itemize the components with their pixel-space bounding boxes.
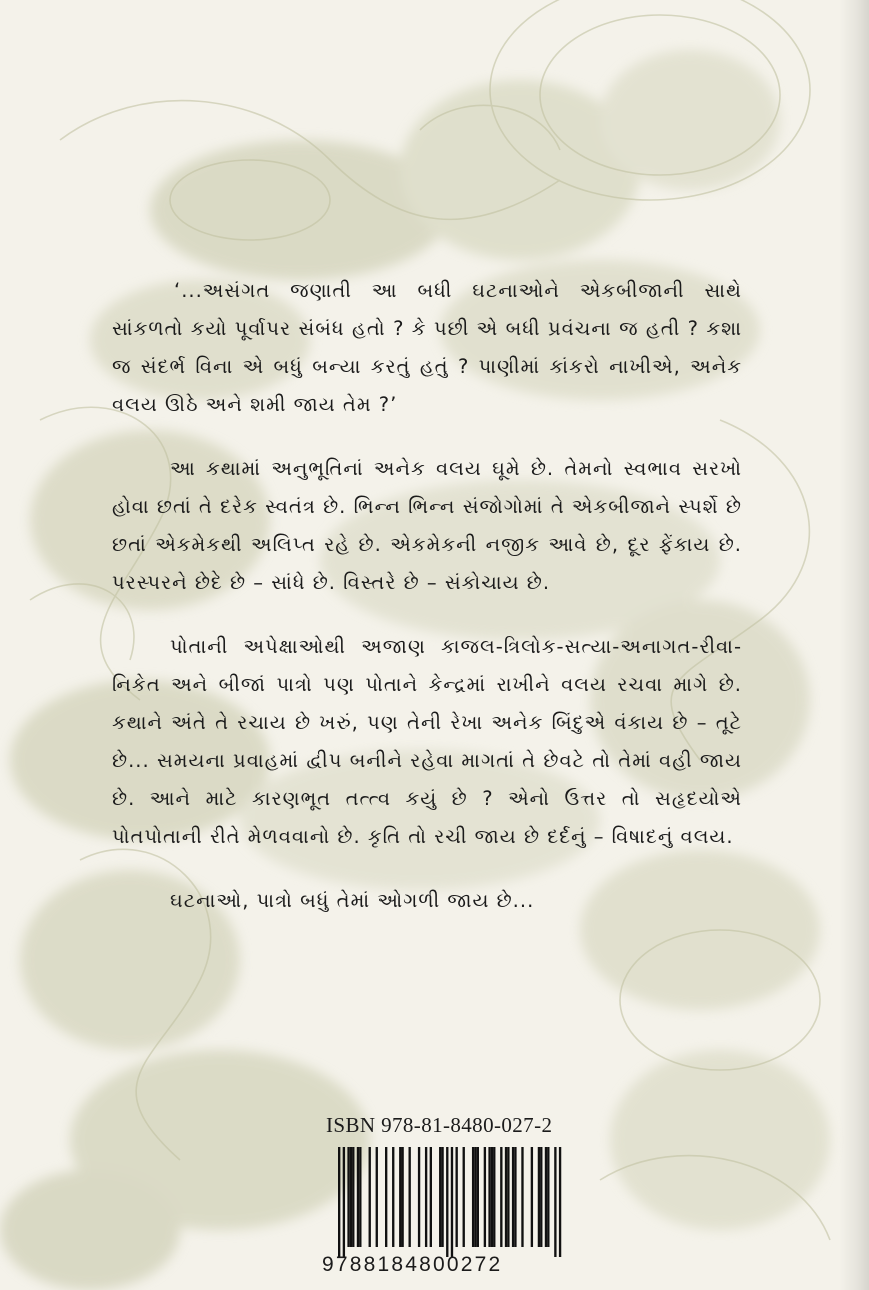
barcode-bar [547,1147,549,1247]
barcode-bar [418,1147,420,1247]
isbn-label: ISBN 978-81-8480-027-2 [326,1113,553,1137]
barcode-bar [463,1147,465,1247]
blurb-paragraph-2: પોતાની અપેક્ષાઓથી અજાણ કાજલ-ત્રિલોક-સત્યા-અનાગત-રીવા-નિકેત અને બીજાં પાત્રો પણ પોતાને કેન્દ્રમાં રાખીને વલય રચવા માગે છે. કથાને અંતે તે રચાય છે ખરું, પણ તેની રેખા અનેક બિંદુએ વંકાય છે – તૂટે છે... સમયના પ્રવાહમાં દ્વીપ બનીને રહેવા માગતાં તે છેવટે તો તેમાં વહી જાય છે. આને માટે કારણભૂત તત્ત્વ કયું છે ? એનો ઉત્તર તો સહૃદયોએ પોતપોતાની રીતે મેળવવાનો છે. કૃતિ તો રચી જાય છે દર્દનું – વિષાદનું વલય. [112,635,742,848]
barcode-bar [347,1147,349,1247]
barcode-bar [538,1147,540,1247]
barcode [332,1147,572,1257]
barcode-bar [493,1147,495,1247]
barcode-bar [512,1147,514,1247]
barcode-bar [507,1147,509,1247]
barcode-bar [357,1147,359,1247]
barcode-bar [514,1147,516,1247]
barcode-bar [401,1147,403,1247]
barcode-bar [439,1147,441,1247]
barcode-bar [540,1147,542,1247]
blurb-quote: ‘...અસંગત જણાતી આ બધી ઘટનાઓને એકબીજાની સાથે સાંકળતો કયો પૂર્વાપર સંબંધ હતો ? કે પછી એ બધી પ્રવંચના જ હતી ? કશા જ સંદર્ભ વિના એ બધું બન્યા કરતું હતું ? પાણીમાં કાંકરો નાખીએ, અનેક વલય ઊઠે અને શમી જાય તેમ ?’ [112,279,742,416]
barcode-bar [472,1147,474,1247]
barcode-bar [343,1147,345,1257]
barcode-bar [500,1147,502,1247]
barcode-bar [425,1147,427,1247]
barcode-bar [491,1147,493,1247]
barcode-bar [505,1147,507,1247]
barcode-bar [446,1147,448,1257]
barcode-bar [554,1147,556,1257]
barcode-bar [392,1147,394,1247]
barcode-bar [484,1147,486,1247]
barcode-bar [456,1147,458,1247]
barcode-bar [376,1147,378,1247]
barcode-bar [488,1147,490,1247]
barcode-bar [399,1147,401,1247]
barcode-bar [559,1147,561,1257]
barcode-bar [352,1147,354,1247]
barcode-bar [369,1147,371,1247]
barcode-bar [521,1147,523,1247]
barcode-bar [545,1147,547,1247]
barcode-bar [441,1147,443,1247]
isbn-block [322,1113,592,1277]
barcode-bar [531,1147,533,1247]
barcode-bar [359,1147,361,1247]
barcode-bar [430,1147,432,1247]
barcode-bar [385,1147,387,1247]
spine-edge-shadow [839,0,869,1290]
barcode-bar [474,1147,476,1247]
blurb-text [112,272,742,946]
barcode-bar [338,1147,340,1257]
blurb-paragraph-1: આ કથામાં અનુભૂતિનાં અનેક વલય ઘૂમે છે. તેમનો સ્વભાવ સરખો હોવા છતાં તે દરેક સ્વતંત્ર છે. ભિન્ન ભિન્ન સંજોગોમાં તે એકબીજાને સ્પર્શે છે છતાં એકમેકથી અલિપ્ત રહે છે. એકમેકની નજીક આવે છે, દૂર ફેંકાય છે. પરસ્પરને છેદે છે – સાંધે છે. વિસ્તરે છે – સંકોચાય છે. [112,457,742,594]
barcode-bar [350,1147,352,1247]
blurb-closing: ઘટનાઓ, પાત્રો બધું તેમાં ઓગળી જાય છે... [170,889,535,912]
barcode-bar [451,1147,453,1257]
barcode-bar [477,1147,479,1247]
barcode-digits: 9788184800272 [322,1253,503,1276]
barcode-bar [409,1147,411,1247]
